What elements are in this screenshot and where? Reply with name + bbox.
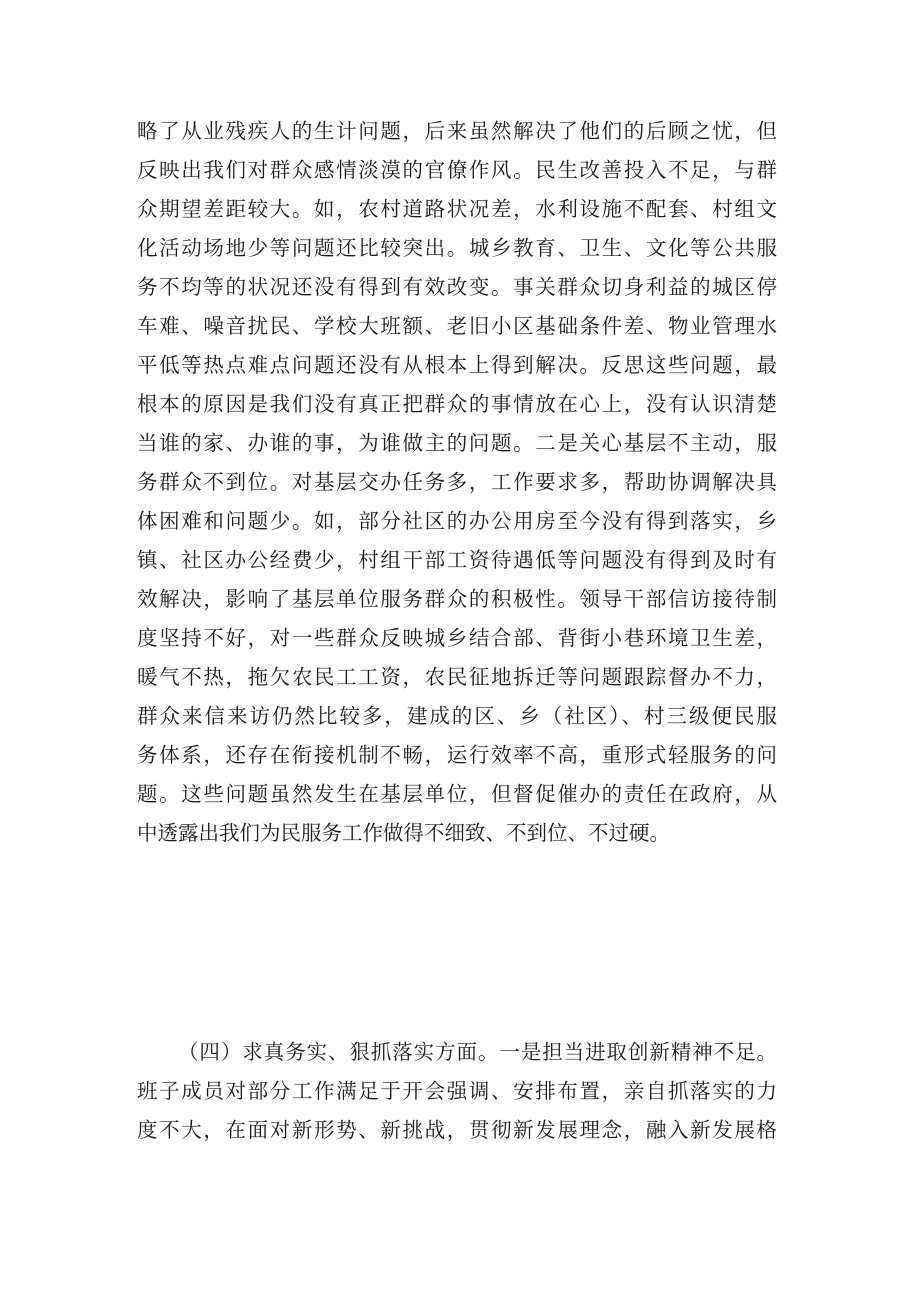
paragraph-1: [137, 112, 777, 853]
text-line: 平低等热点难点问题还没有从根本上得到解决。反思这些问题，最: [137, 353, 777, 377]
text-line: 中透露出我们为民服务工作做得不细致、不到位、不过硬。: [137, 821, 670, 845]
text-line: 度不大，在面对新形势、新挑战，贯彻新发展理念，融入新发展格: [137, 1118, 777, 1142]
text-line: 务体系，还存在衔接机制不畅，运行效率不高，重形式轻服务的问: [137, 743, 777, 767]
text-line: 根本的原因是我们没有真正把群众的事情放在心上，没有认识清楚: [137, 392, 777, 416]
text-line: 镇、社区办公经费少，村组干部工资待遇低等问题没有得到及时有: [137, 548, 777, 572]
text-line: 班子成员对部分工作满足于开会强调、安排布置，亲自抓落实的力: [137, 1079, 777, 1103]
text-line: 效解决，影响了基层单位服务群众的积极性。领导干部信访接待制: [137, 587, 777, 611]
paragraph-2: [137, 1033, 777, 1150]
text-line: 暖气不热，拖欠农民工工资，农民征地拆迁等问题跟踪督办不力，: [137, 665, 777, 689]
text-line: 众期望差距较大。如，农村道路状况差，水利设施不配套、村组文: [137, 197, 777, 221]
text-line: 车难、噪音扰民、学校大班额、老旧小区基础条件差、物业管理水: [137, 314, 777, 338]
text-line: 题。这些问题虽然发生在基层单位，但督促催办的责任在政府，从: [137, 782, 777, 806]
text-line: 反映出我们对群众感情淡漠的官僚作风。民生改善投入不足，与群: [137, 158, 777, 182]
text-line: 化活动场地少等问题还比较突出。城乡教育、卫生、文化等公共服: [137, 236, 777, 260]
text-line: 务不均等的状况还没有得到有效改变。事关群众切身利益的城区停: [137, 275, 777, 299]
text-line: （四）求真务实、狠抓落实方面。一是担当进取创新精神不足。: [178, 1040, 777, 1064]
text-line: 略了从业残疾人的生计问题，后来虽然解决了他们的后顾之忧，但: [137, 119, 777, 143]
text-line: 体困难和问题少。如，部分社区的办公用房至今没有得到落实，乡: [137, 509, 777, 533]
text-line: 务群众不到位。对基层交办任务多，工作要求多，帮助协调解决具: [137, 470, 777, 494]
text-line: 当谁的家、办谁的事，为谁做主的问题。二是关心基层不主动，服: [137, 431, 777, 455]
text-line: 度坚持不好，对一些群众反映城乡结合部、背街小巷环境卫生差，: [137, 626, 777, 650]
text-line: 群众来信来访仍然比较多，建成的区、乡（社区）、村三级便民服: [137, 704, 777, 728]
